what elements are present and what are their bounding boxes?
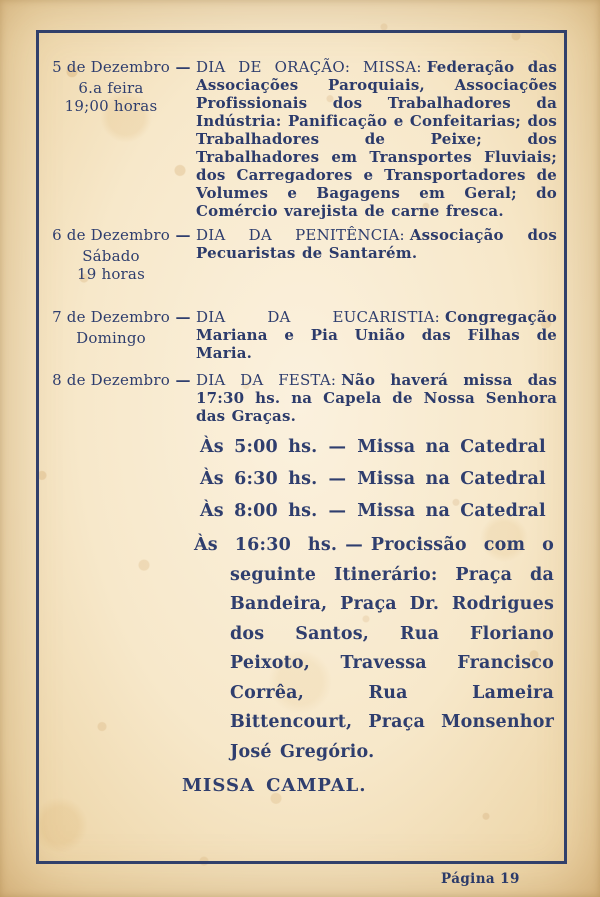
- entry-dash: —: [175, 308, 191, 326]
- entry-title: DIA DE ORAÇÃO: MISSA:: [196, 58, 422, 76]
- mass-time: Às 5:00 hs.: [200, 437, 318, 457]
- dash-separator: —: [328, 469, 347, 489]
- program-entry: [52, 371, 557, 425]
- mass-time: Às 16:30 hs.: [194, 535, 338, 555]
- entry-date-block: [52, 226, 170, 283]
- mass-time: Às 8:00 hs.: [200, 501, 318, 521]
- entry-title: DIA DA EUCARISTIA:: [196, 308, 440, 326]
- entry-description: [196, 58, 557, 220]
- dash-separator: —: [328, 501, 347, 521]
- program-entry: [52, 308, 557, 362]
- mass-schedule-line: [200, 495, 560, 527]
- entry-body-text: Congregação Mariana e Pia União das Filhas de Maria.: [196, 308, 557, 362]
- entry-date: 7 de Dezembro: [52, 308, 170, 326]
- program-entry: [52, 226, 557, 283]
- entry-date-block: [52, 58, 170, 115]
- entry-title: DIA DA FESTA:: [196, 371, 337, 389]
- entry-description: [196, 371, 557, 425]
- entry-time: 19 horas: [77, 265, 145, 283]
- entry-day: Sábado: [82, 247, 140, 265]
- closing-missa-campal: MISSA CAMPAL.: [182, 775, 367, 796]
- entry-day: Domingo: [76, 329, 146, 347]
- mass-schedule-line: [200, 431, 560, 463]
- entry-description: [196, 308, 557, 362]
- entry-date-block: [52, 308, 170, 347]
- program-entry: [52, 58, 557, 220]
- mass-event: Missa na Catedral: [357, 469, 546, 489]
- entry-title: DIA DA PENITÊNCIA:: [196, 226, 405, 244]
- entry-date: 8 de Dezembro: [52, 371, 170, 389]
- entry-day: 6.a feira: [78, 79, 144, 97]
- entry-dash: —: [175, 371, 191, 389]
- entry-date: 6 de Dezembro: [52, 226, 170, 244]
- entry-date-block: [52, 371, 170, 392]
- mass-event: Missa na Catedral: [357, 437, 546, 457]
- mass-event: Missa na Catedral: [357, 501, 546, 521]
- page-number: Página 19: [441, 871, 520, 887]
- entry-body-text: Não haverá missa das 17:30 hs. na Capela de Nossa Senhora das Graças.: [196, 371, 557, 425]
- entry-time: 19;00 horas: [64, 97, 158, 115]
- mass-time: Às 6:30 hs.: [200, 469, 318, 489]
- procession-itinerary: Procissão com o seguinte Itinerário: Praça da Bandeira, Praça Dr. Rodrigues dos Santos, Rua Floriano Peixoto, Travessa Francisco Corrêa, Rua Lameira Bittencourt, Praça Monsenhor José Gregório.: [230, 535, 554, 762]
- mass-schedule: [158, 431, 560, 796]
- dash-separator: —: [345, 535, 363, 555]
- entry-date: 5 de Dezembro: [52, 58, 170, 76]
- dash-separator: —: [328, 437, 347, 457]
- entry-description: [196, 226, 557, 262]
- entry-body-text: Associação dos Pecuaristas de Santarém.: [196, 226, 557, 262]
- entry-dash: —: [175, 58, 191, 76]
- entry-dash: —: [175, 226, 191, 244]
- mass-schedule-line: [200, 463, 560, 495]
- procession-paragraph: [158, 531, 554, 767]
- entry-body-text: Federação das Associações Paroquiais, Associações Profissionais dos Trabalhadores da Indústria: Panificação e Confeitarias; dos Trabalhadores de Peixe; dos Trabalhadores em Transportes Fluviais; dos Carregadores e Transportadores de Volumes e Bagagens em Geral; do Comércio varejista de carne fresca.: [196, 58, 558, 220]
